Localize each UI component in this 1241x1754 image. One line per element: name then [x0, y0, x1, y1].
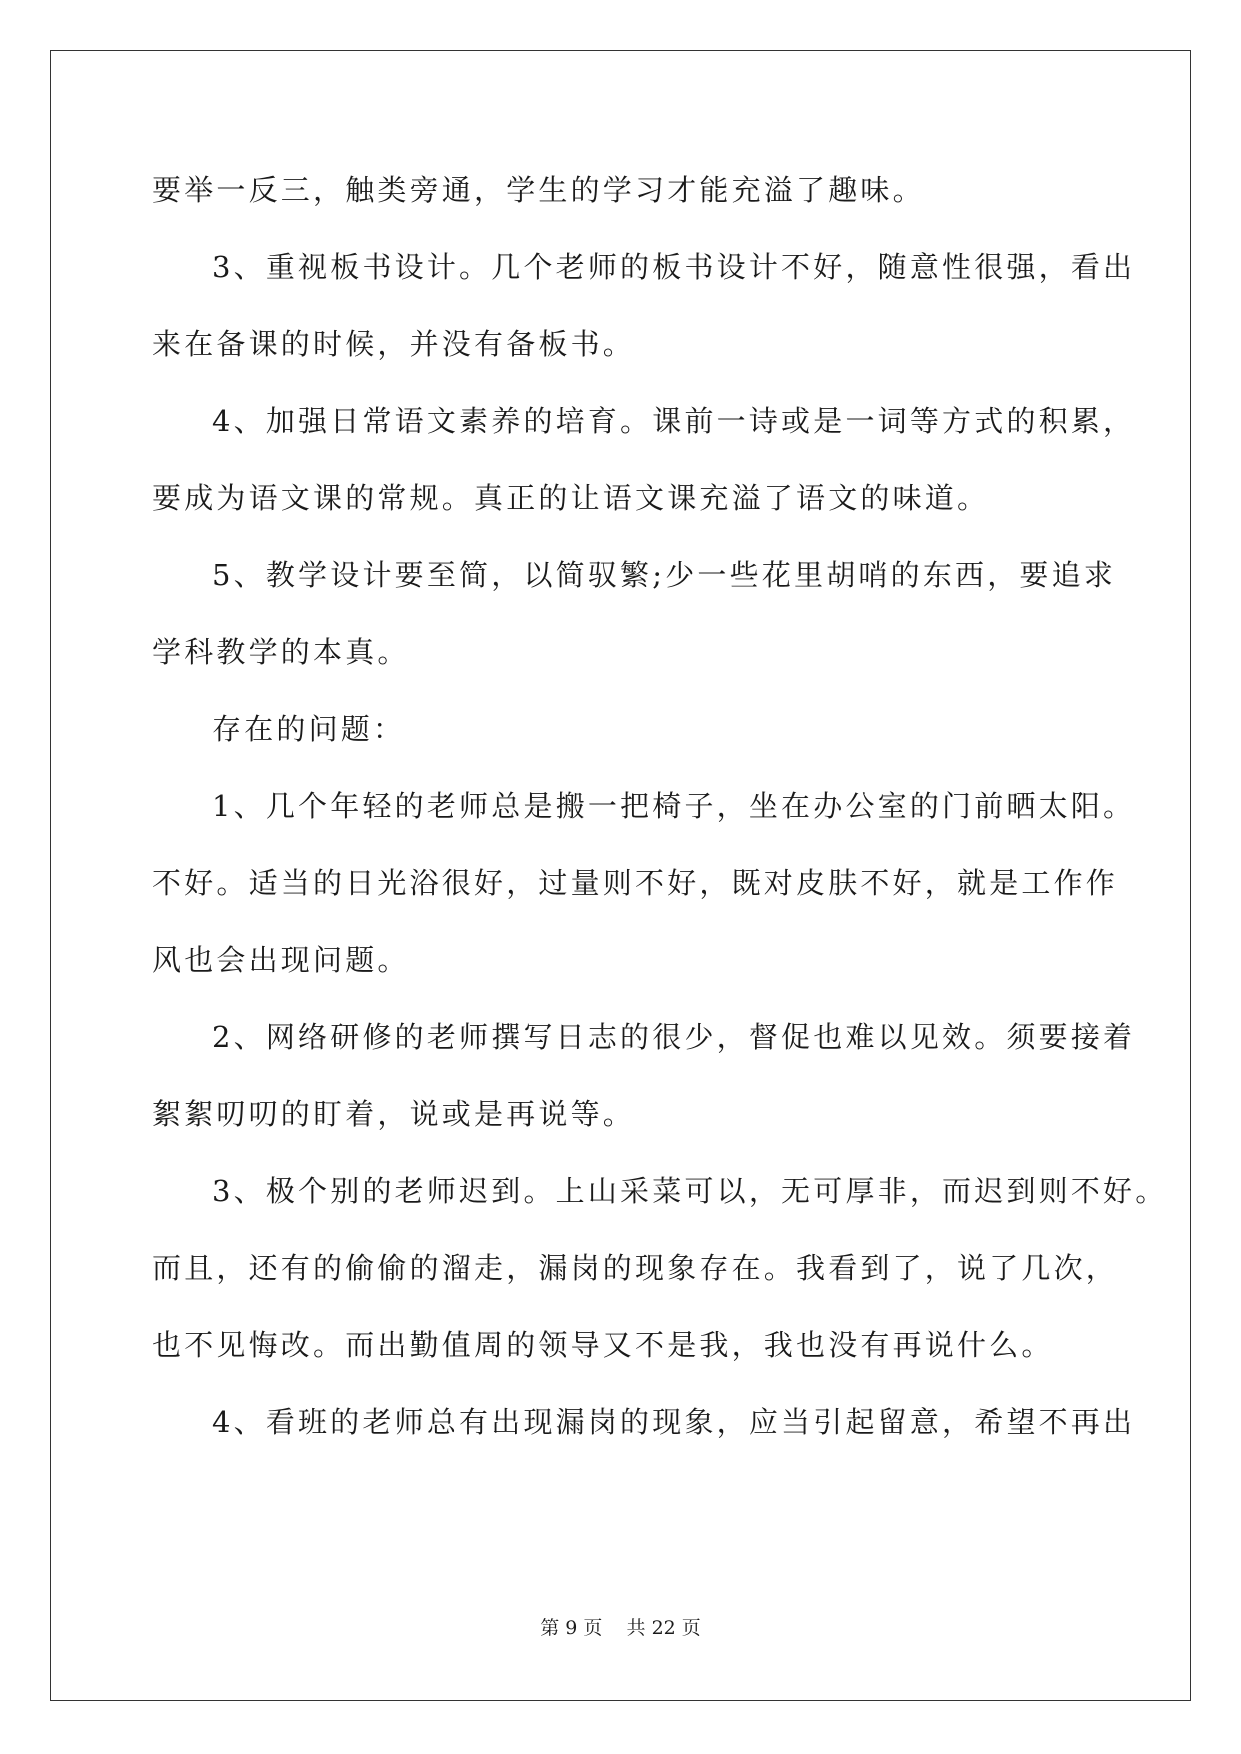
- text-line: 2、网络研修的老师撰写日志的很少，督促也难以见效。须要接着: [212, 1020, 1136, 1054]
- text-line: 来在备课的时候，并没有备板书。: [152, 327, 636, 361]
- text-line: 而且，还有的偷偷的溜走，漏岗的现象存在。我看到了，说了几次，: [152, 1251, 1119, 1285]
- text-line: 要成为语文课的常规。真正的让语文课充溢了语文的味道。: [152, 481, 990, 515]
- text-line: 3、重视板书设计。几个老师的板书设计不好，随意性很强，看出: [212, 250, 1136, 284]
- text-line: 5、教学设计要至简，以简驭繁;少一些花里胡哨的东西，要追求: [212, 558, 1117, 592]
- text-line: 3、极个别的老师迟到。上山采菜可以，无可厚非，而迟到则不好。: [212, 1174, 1168, 1208]
- text-line: 4、看班的老师总有出现漏岗的现象，应当引起留意，希望不再出: [212, 1405, 1136, 1439]
- text-line: 4、加强日常语文素养的培育。课前一诗或是一词等方式的积累，: [212, 404, 1136, 438]
- section-heading: 存在的问题：: [212, 712, 406, 746]
- text-line: 1、几个年轻的老师总是搬一把椅子，坐在办公室的门前晒太阳。: [212, 789, 1136, 823]
- text-line: 学科教学的本真。: [152, 635, 410, 669]
- text-line: 要举一反三，触类旁通，学生的学习才能充溢了趣味。: [152, 173, 925, 207]
- text-line: 风也会出现问题。: [152, 943, 410, 977]
- text-line: 也不见悔改。而出勤值周的领导又不是我，我也没有再说什么。: [152, 1328, 1054, 1362]
- page-number: 第 9 页 共 22 页: [540, 1617, 701, 1639]
- text-line: 絮絮叨叨的盯着，说或是再说等。: [152, 1097, 636, 1131]
- text-line: 不好。适当的日光浴很好，过量则不好，既对皮肤不好，就是工作作: [152, 866, 1119, 900]
